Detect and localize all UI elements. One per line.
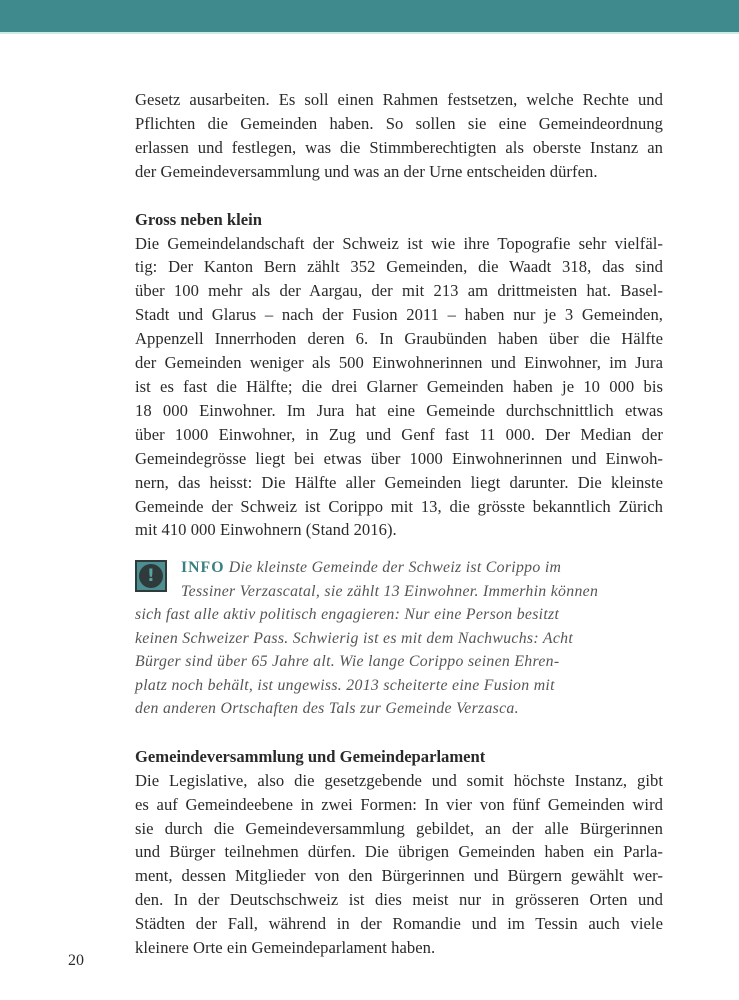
text-line: Gesetz ausarbeiten. Es soll einen Rahmen festsetzen, welche Rechte und	[135, 90, 663, 109]
text-line: 18 000 Einwohner. Im Jura hat eine Gemeinde durchschnittlich etwas	[135, 400, 663, 420]
section-heading-gross-neben-klein: Gross neben klein	[135, 209, 262, 229]
text-line: Die Legislative, also die gesetzgebende und somit höchste Instanz, gibt	[135, 770, 663, 790]
exclamation-icon: !	[135, 560, 167, 592]
text-line: ist es fast die Hälfte; die drei Glarner Gemeinden haben je 10 000 bis	[135, 376, 663, 396]
text-line: Pflichten die Gemeinden haben. So sollen sie eine Gemeindeordnung	[135, 113, 663, 133]
section2-paragraph	[135, 769, 663, 960]
section-heading-gemeindeversammlung: Gemeindeversammlung und Gemeindeparlament	[135, 746, 486, 766]
text-line: den anderen Ortschaften des Tals zur Gemeinde Verzasca.	[135, 700, 519, 718]
text-line: und Bürger teilnehmen dürfen. Die übrigen Gemeinden haben ein Parla-	[135, 842, 663, 862]
text-line: Städten der Fall, während in der Romandie und im Tessin auch viele	[135, 914, 663, 934]
page-content	[135, 88, 663, 960]
header-bar	[0, 0, 739, 34]
text-line: Gemeindegrösse liegt bei etwas über 1000 Einwohnerinnen und Einwoh-	[135, 448, 663, 468]
page-number: 20	[68, 952, 84, 969]
text-line: kleinere Orte ein Gemeindeparlament haben.	[135, 938, 436, 958]
text-line: Tessiner Verzascatal, sie zählt 13 Einwohner. Immerhin können	[181, 582, 599, 600]
text-line: sich fast alle aktiv politisch engagieren: Nur eine Person besitzt	[135, 606, 560, 624]
info-label: INFO	[181, 559, 225, 577]
text-line: Appenzell Innerrhoden deren 6. In Graubünden haben über die Hälfte	[135, 329, 663, 349]
text-line: ment, dessen Mitglieder von den Bürgerinnen und Bürgern gewählt wer-	[135, 866, 663, 886]
text-line: der Gemeinden weniger als 500 Einwohnerinnen und Einwohner, im Jura	[135, 353, 663, 373]
info-first-line	[135, 556, 663, 580]
text-line: der Gemeindeversammlung und was an der Urne entscheiden dürfen.	[135, 161, 598, 181]
info-box	[135, 556, 663, 721]
section1-paragraph	[135, 232, 663, 543]
text-line: platz noch behält, ist ungewiss. 2013 scheiterte eine Fusion mit	[135, 676, 555, 694]
text-line: den. In der Deutschschweiz ist dies meist nur in grösseren Orten und	[135, 890, 663, 910]
text-line: erlassen und festlegen, was die Stimmberechtigten als oberste Instanz an	[135, 137, 663, 157]
text-line: sie durch die Gemeindeversammlung gebildet, an der alle Bürgerinnen	[135, 818, 663, 838]
text-line: nern, das heisst: Die Hälfte aller Gemeinden liegt darunter. Die kleinste	[135, 472, 663, 492]
intro-paragraph	[135, 88, 663, 184]
text-line: Bürger sind über 65 Jahre alt. Wie lange Corippo seinen Ehren-	[135, 653, 560, 671]
text-line: Stadt und Glarus – nach der Fusion 2011 – haben nur je 3 Gemeinden,	[135, 305, 663, 325]
text-line: es auf Gemeindeebene in zwei Formen: In vier von fünf Gemeinden wird	[135, 794, 663, 814]
text-line: Gemeinde der Schweiz ist Corippo mit 13, die grösste bekanntlich Zürich	[135, 496, 663, 516]
text-line: über 1000 Einwohner, in Zug und Genf fast 11 000. Der Median der	[135, 424, 663, 444]
text-line: keinen Schweizer Pass. Schwierig ist es mit dem Nachwuchs: Acht	[135, 629, 574, 647]
text-line: Die kleinste Gemeinde der Schweiz ist Corippo im	[228, 559, 562, 577]
text-line: mit 410 000 Einwohnern (Stand 2016).	[135, 520, 397, 540]
text-line: tig: Der Kanton Bern zählt 352 Gemeinden, die Waadt 318, das sind	[135, 257, 663, 277]
text-line: Die Gemeindelandschaft der Schweiz ist wie ihre Topografie sehr vielfäl-	[135, 233, 663, 253]
text-line: über 100 mehr als der Aargau, der mit 213 am drittmeisten hat. Basel-	[135, 281, 663, 301]
